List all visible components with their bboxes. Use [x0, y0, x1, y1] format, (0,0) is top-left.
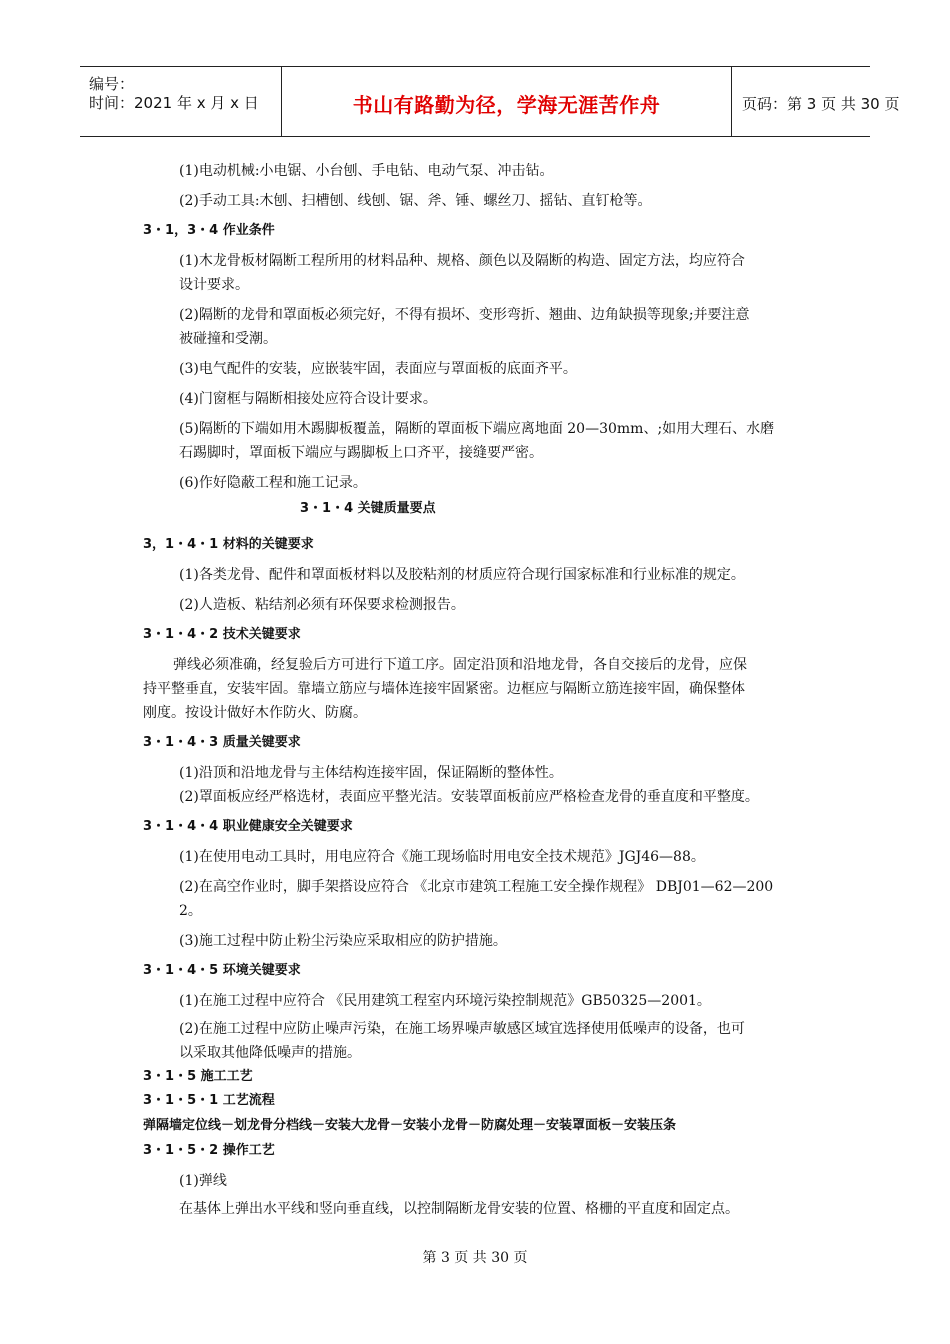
section-heading: 3・1・5 施工工艺	[143, 1069, 253, 1084]
body-line: (2)在高空作业时，脚手架搭设应符合 《北京市建筑工程施工安全操作规程》 DBJ01—62—200	[179, 879, 774, 895]
body-line: 以采取其他降低噪声的措施。	[179, 1045, 361, 1061]
section-heading: 3・1・4・5 环境关键要求	[143, 963, 301, 978]
body-line: (1)在使用电动工具时，用电应符合《施工现场临时用电安全技术规范》JGJ46—88。	[179, 849, 705, 865]
body-line: 持平整垂直，安装牢固。靠墙立筋应与墙体连接牢固紧密。边框应与隔断立筋连接牢固，确保整体	[143, 681, 745, 697]
motto-text: 书山有路勤为径，学海无涯苦作舟	[352, 93, 661, 117]
body-line: (2)人造板、粘结剂必须有环保要求检测报告。	[179, 597, 465, 613]
body-line: (1)在施工过程中应符合 《民用建筑工程室内环境污染控制规范》GB50325—2001。	[179, 993, 711, 1009]
body-line: (2)在施工过程中应防止噪声污染，在施工场界噪声敏感区域宜选择使用低噪声的设备，也可	[179, 1021, 745, 1037]
body-line: 刚度。按设计做好木作防火、防腐。	[143, 705, 367, 721]
body-line: 石踢脚时，罩面板下端应与踢脚板上口齐平，接缝要严密。	[179, 445, 543, 461]
body-line: 在基体上弹出水平线和竖向垂直线，以控制隔断龙骨安装的位置、格栅的平直度和固定点。	[179, 1201, 739, 1217]
body-line: (4)门窗框与隔断相接处应符合设计要求。	[179, 391, 437, 407]
body-line: (5)隔断的下端如用木踢脚板覆盖，隔断的罩面板下端应离地面 20—30mm、;如用大理石、水磨	[179, 421, 775, 437]
body-line: (6)作好隐蔽工程和施工记录。	[179, 475, 367, 491]
body-line: 被碰撞和受潮。	[179, 331, 277, 347]
page-footer: 第 3 页 共 30 页	[422, 1250, 528, 1266]
section-heading: 3・1・5・2 操作工艺	[143, 1143, 275, 1158]
body-line: (1)弹线	[179, 1173, 227, 1189]
section-heading: 3・1・4 关键质量要点	[300, 501, 436, 516]
section-heading: 3・1・4・2 技术关键要求	[143, 627, 301, 642]
section-heading: 3・1，3・4 作业条件	[143, 223, 275, 238]
body-line: 2。	[179, 903, 202, 919]
header-motto-cell	[281, 67, 732, 136]
body-line: (3)施工过程中防止粉尘污染应采取相应的防护措施。	[179, 933, 507, 949]
section-heading: 3・1・4・4 职业健康安全关键要求	[143, 819, 353, 834]
body-line: (2)隔断的龙骨和罩面板必须完好，不得有损坏、变形弯折、翘曲、边角缺损等现象;并要注意	[179, 307, 750, 323]
body-line: (1)沿顶和沿地龙骨与主体结构连接牢固，保证隔断的整体性。	[179, 765, 563, 781]
process-flow-line: 弹隔墙定位线－划龙骨分档线－安装大龙骨－安装小龙骨－防腐处理－安装罩面板－安装压条	[143, 1118, 677, 1133]
section-heading: 3・1・4・3 质量关键要求	[143, 735, 301, 750]
section-heading: 3，1・4・1 材料的关键要求	[143, 537, 314, 552]
header-left-cell	[80, 67, 281, 136]
body-line: (1)各类龙骨、配件和罩面板材料以及胶粘剂的材质应符合现行国家标准和行业标准的规定。	[179, 567, 745, 583]
body-line: (1)电动机械:小电锯、小台刨、手电钻、电动气泵、冲击钻。	[179, 163, 554, 179]
section-heading: 3・1・5・1 工艺流程	[143, 1093, 275, 1108]
header-page-cell	[731, 67, 900, 136]
page-header	[80, 66, 900, 137]
body-line: (2)手动工具:木刨、扫槽刨、线刨、锯、斧、锤、螺丝刀、摇钻、直钉枪等。	[179, 193, 652, 209]
document-number-label: 编号：	[89, 75, 135, 93]
document-date-label: 时间：2021 年 x 月 x 日	[89, 94, 259, 112]
body-line: (1)木龙骨板材隔断工程所用的材料品种、规格、颜色以及隔断的构造、固定方法，均应符合	[179, 253, 745, 269]
body-line: 弹线必须准确，经复验后方可进行下道工序。固定沿顶和沿地龙骨，各自交接后的龙骨，应保	[173, 657, 747, 673]
body-line: (2)罩面板应经严格选材，表面应平整光洁。安装罩面板前应严格检查龙骨的垂直度和平整度。	[179, 789, 759, 805]
header-page-number: 页码：第 3 页 共 30 页	[742, 95, 900, 113]
body-line: 设计要求。	[179, 277, 249, 293]
body-line: (3)电气配件的安装，应嵌装牢固，表面应与罩面板的底面齐平。	[179, 361, 577, 377]
